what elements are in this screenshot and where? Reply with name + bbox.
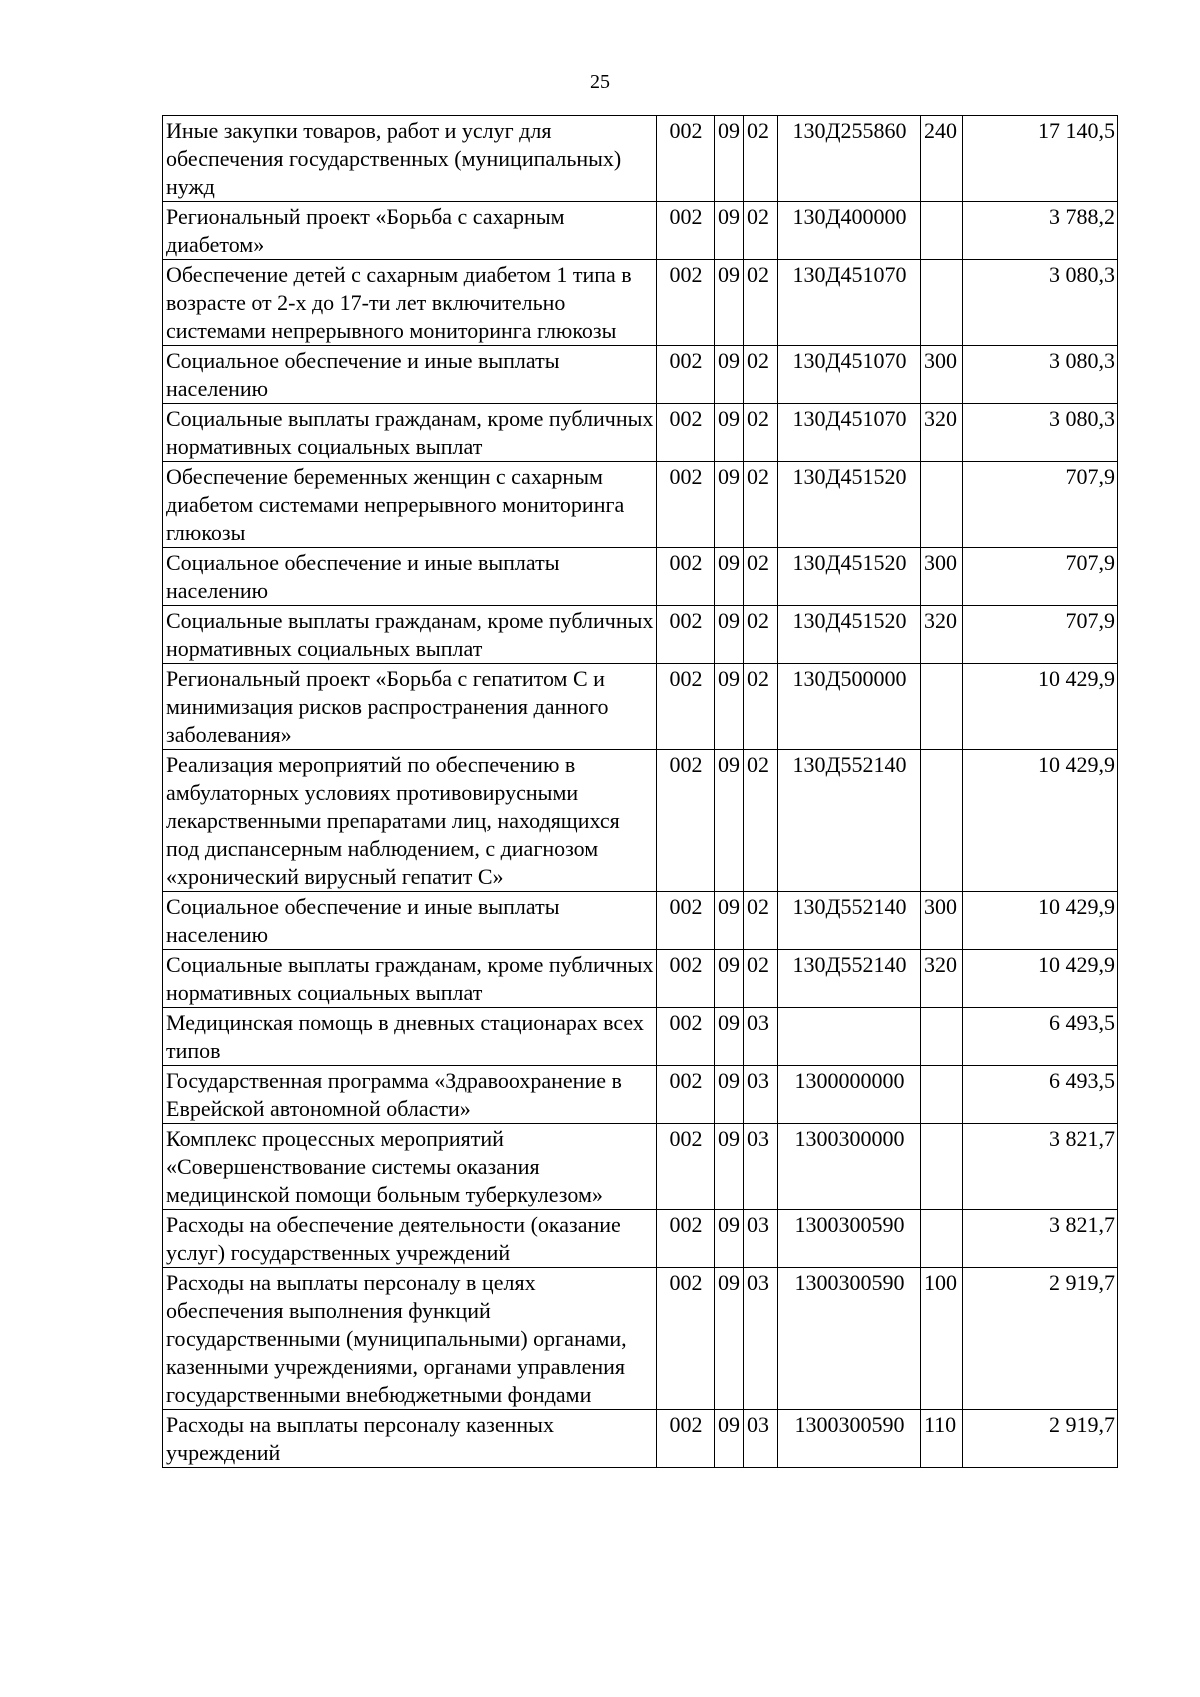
table-row [163, 346, 1118, 404]
section-code-cell: 09 [715, 1210, 744, 1268]
amount-cell: 6 493,5 [963, 1008, 1118, 1066]
section-code-cell: 09 [715, 950, 744, 1008]
section-code-cell: 09 [715, 1008, 744, 1066]
section-code-cell: 09 [715, 606, 744, 664]
target-article-cell: 130Д552140 [778, 892, 921, 950]
expense-type-cell: 110 [921, 1410, 963, 1468]
amount-cell: 707,9 [963, 462, 1118, 548]
expense-type-cell: 300 [921, 892, 963, 950]
grbs-code-cell: 002 [657, 346, 715, 404]
target-article-cell: 1300300590 [778, 1268, 921, 1410]
subsection-code-cell: 02 [744, 346, 778, 404]
section-code-cell: 09 [715, 1124, 744, 1210]
expense-type-cell [921, 260, 963, 346]
target-article-cell [778, 1008, 921, 1066]
row-name-cell: Расходы на выплаты персоналу казенных учреждений [163, 1410, 657, 1468]
amount-cell: 707,9 [963, 606, 1118, 664]
subsection-code-cell: 02 [744, 202, 778, 260]
target-article-cell: 1300300000 [778, 1124, 921, 1210]
target-article-cell: 1300000000 [778, 1066, 921, 1124]
subsection-code-cell: 03 [744, 1410, 778, 1468]
grbs-code-cell: 002 [657, 260, 715, 346]
section-code-cell: 09 [715, 548, 744, 606]
expense-type-cell: 300 [921, 346, 963, 404]
grbs-code-cell: 002 [657, 548, 715, 606]
subsection-code-cell: 02 [744, 892, 778, 950]
target-article-cell: 130Д451520 [778, 462, 921, 548]
target-article-cell: 1300300590 [778, 1210, 921, 1268]
table-row [163, 1066, 1118, 1124]
section-code-cell: 09 [715, 1268, 744, 1410]
section-code-cell: 09 [715, 462, 744, 548]
expense-type-cell [921, 750, 963, 892]
budget-table-body [163, 116, 1118, 1468]
row-name-cell: Социальное обеспечение и иные выплаты населению [163, 346, 657, 404]
expense-type-cell [921, 1124, 963, 1210]
expense-type-cell [921, 1008, 963, 1066]
table-row [163, 260, 1118, 346]
subsection-code-cell: 02 [744, 548, 778, 606]
section-code-cell: 09 [715, 202, 744, 260]
grbs-code-cell: 002 [657, 1066, 715, 1124]
subsection-code-cell: 02 [744, 664, 778, 750]
row-name-cell: Реализация мероприятий по обеспечению в амбулаторных условиях противовирусными лекарственными препаратами лиц, находящихся под диспансерным наблюдением, с диагнозом «хронический вирусный гепатит С» [163, 750, 657, 892]
amount-cell: 2 919,7 [963, 1410, 1118, 1468]
row-name-cell: Иные закупки товаров, работ и услуг для обеспечения государственных (муниципальных) нужд [163, 116, 657, 202]
grbs-code-cell: 002 [657, 750, 715, 892]
amount-cell: 3 080,3 [963, 404, 1118, 462]
grbs-code-cell: 002 [657, 606, 715, 664]
row-name-cell: Расходы на обеспечение деятельности (оказание услуг) государственных учреждений [163, 1210, 657, 1268]
grbs-code-cell: 002 [657, 116, 715, 202]
table-row [163, 664, 1118, 750]
table-row [163, 892, 1118, 950]
grbs-code-cell: 002 [657, 1008, 715, 1066]
table-row [163, 404, 1118, 462]
subsection-code-cell: 02 [744, 462, 778, 548]
subsection-code-cell: 02 [744, 260, 778, 346]
row-name-cell: Обеспечение беременных женщин с сахарным диабетом системами непрерывного мониторинга глюкозы [163, 462, 657, 548]
table-row [163, 202, 1118, 260]
row-name-cell: Социальные выплаты гражданам, кроме публичных нормативных социальных выплат [163, 404, 657, 462]
amount-cell: 3 821,7 [963, 1210, 1118, 1268]
table-row [163, 950, 1118, 1008]
table-row [163, 606, 1118, 664]
subsection-code-cell: 02 [744, 750, 778, 892]
table-row [163, 1210, 1118, 1268]
amount-cell: 10 429,9 [963, 664, 1118, 750]
table-row [163, 750, 1118, 892]
expense-type-cell [921, 1066, 963, 1124]
row-name-cell: Социальные выплаты гражданам, кроме публичных нормативных социальных выплат [163, 950, 657, 1008]
expense-type-cell [921, 1210, 963, 1268]
table-row [163, 116, 1118, 202]
table-row [163, 1410, 1118, 1468]
expense-type-cell: 240 [921, 116, 963, 202]
target-article-cell: 130Д500000 [778, 664, 921, 750]
section-code-cell: 09 [715, 1066, 744, 1124]
amount-cell: 10 429,9 [963, 892, 1118, 950]
section-code-cell: 09 [715, 750, 744, 892]
expense-type-cell: 320 [921, 950, 963, 1008]
subsection-code-cell: 03 [744, 1268, 778, 1410]
section-code-cell: 09 [715, 116, 744, 202]
page-number: 25 [590, 71, 610, 93]
amount-cell: 3 821,7 [963, 1124, 1118, 1210]
expense-type-cell: 320 [921, 606, 963, 664]
subsection-code-cell: 02 [744, 116, 778, 202]
target-article-cell: 130Д552140 [778, 750, 921, 892]
amount-cell: 10 429,9 [963, 750, 1118, 892]
row-name-cell: Региональный проект «Борьба с сахарным диабетом» [163, 202, 657, 260]
grbs-code-cell: 002 [657, 404, 715, 462]
expense-type-cell: 300 [921, 548, 963, 606]
grbs-code-cell: 002 [657, 1268, 715, 1410]
row-name-cell: Обеспечение детей с сахарным диабетом 1 типа в возрасте от 2-х до 17-ти лет включительно системами непрерывного мониторинга глюкозы [163, 260, 657, 346]
grbs-code-cell: 002 [657, 462, 715, 548]
section-code-cell: 09 [715, 664, 744, 750]
amount-cell: 3 080,3 [963, 260, 1118, 346]
section-code-cell: 09 [715, 1410, 744, 1468]
expense-type-cell: 100 [921, 1268, 963, 1410]
target-article-cell: 130Д451520 [778, 606, 921, 664]
amount-cell: 3 788,2 [963, 202, 1118, 260]
target-article-cell: 130Д255860 [778, 116, 921, 202]
target-article-cell: 1300300590 [778, 1410, 921, 1468]
table-row [163, 1124, 1118, 1210]
subsection-code-cell: 02 [744, 606, 778, 664]
amount-cell: 17 140,5 [963, 116, 1118, 202]
row-name-cell: Социальное обеспечение и иные выплаты населению [163, 892, 657, 950]
subsection-code-cell: 03 [744, 1008, 778, 1066]
row-name-cell: Расходы на выплаты персоналу в целях обеспечения выполнения функций государственными (муниципальными) органами, казенными учреждениями, органами управления государственными внебюджетными фондами [163, 1268, 657, 1410]
row-name-cell: Социальное обеспечение и иные выплаты населению [163, 548, 657, 606]
table-row [163, 1268, 1118, 1410]
section-code-cell: 09 [715, 346, 744, 404]
row-name-cell: Региональный проект «Борьба с гепатитом С и минимизация рисков распространения данного заболевания» [163, 664, 657, 750]
target-article-cell: 130Д552140 [778, 950, 921, 1008]
amount-cell: 10 429,9 [963, 950, 1118, 1008]
target-article-cell: 130Д451520 [778, 548, 921, 606]
grbs-code-cell: 002 [657, 1124, 715, 1210]
expense-type-cell [921, 664, 963, 750]
amount-cell: 707,9 [963, 548, 1118, 606]
row-name-cell: Социальные выплаты гражданам, кроме публичных нормативных социальных выплат [163, 606, 657, 664]
grbs-code-cell: 002 [657, 664, 715, 750]
subsection-code-cell: 03 [744, 1124, 778, 1210]
expense-type-cell: 320 [921, 404, 963, 462]
section-code-cell: 09 [715, 404, 744, 462]
row-name-cell: Комплекс процессных мероприятий «Совершенствование системы оказания медицинской помощи больным туберкулезом» [163, 1124, 657, 1210]
target-article-cell: 130Д451070 [778, 260, 921, 346]
grbs-code-cell: 002 [657, 1410, 715, 1468]
subsection-code-cell: 03 [744, 1210, 778, 1268]
subsection-code-cell: 02 [744, 404, 778, 462]
grbs-code-cell: 002 [657, 892, 715, 950]
budget-table [162, 115, 1118, 1468]
grbs-code-cell: 002 [657, 950, 715, 1008]
target-article-cell: 130Д451070 [778, 404, 921, 462]
expense-type-cell [921, 462, 963, 548]
table-row [163, 548, 1118, 606]
target-article-cell: 130Д451070 [778, 346, 921, 404]
expense-type-cell [921, 202, 963, 260]
amount-cell: 6 493,5 [963, 1066, 1118, 1124]
row-name-cell: Государственная программа «Здравоохранение в Еврейской автономной области» [163, 1066, 657, 1124]
table-row [163, 462, 1118, 548]
amount-cell: 3 080,3 [963, 346, 1118, 404]
amount-cell: 2 919,7 [963, 1268, 1118, 1410]
row-name-cell: Медицинская помощь в дневных стационарах всех типов [163, 1008, 657, 1066]
subsection-code-cell: 02 [744, 950, 778, 1008]
grbs-code-cell: 002 [657, 1210, 715, 1268]
table-row [163, 1008, 1118, 1066]
section-code-cell: 09 [715, 260, 744, 346]
subsection-code-cell: 03 [744, 1066, 778, 1124]
section-code-cell: 09 [715, 892, 744, 950]
target-article-cell: 130Д400000 [778, 202, 921, 260]
grbs-code-cell: 002 [657, 202, 715, 260]
